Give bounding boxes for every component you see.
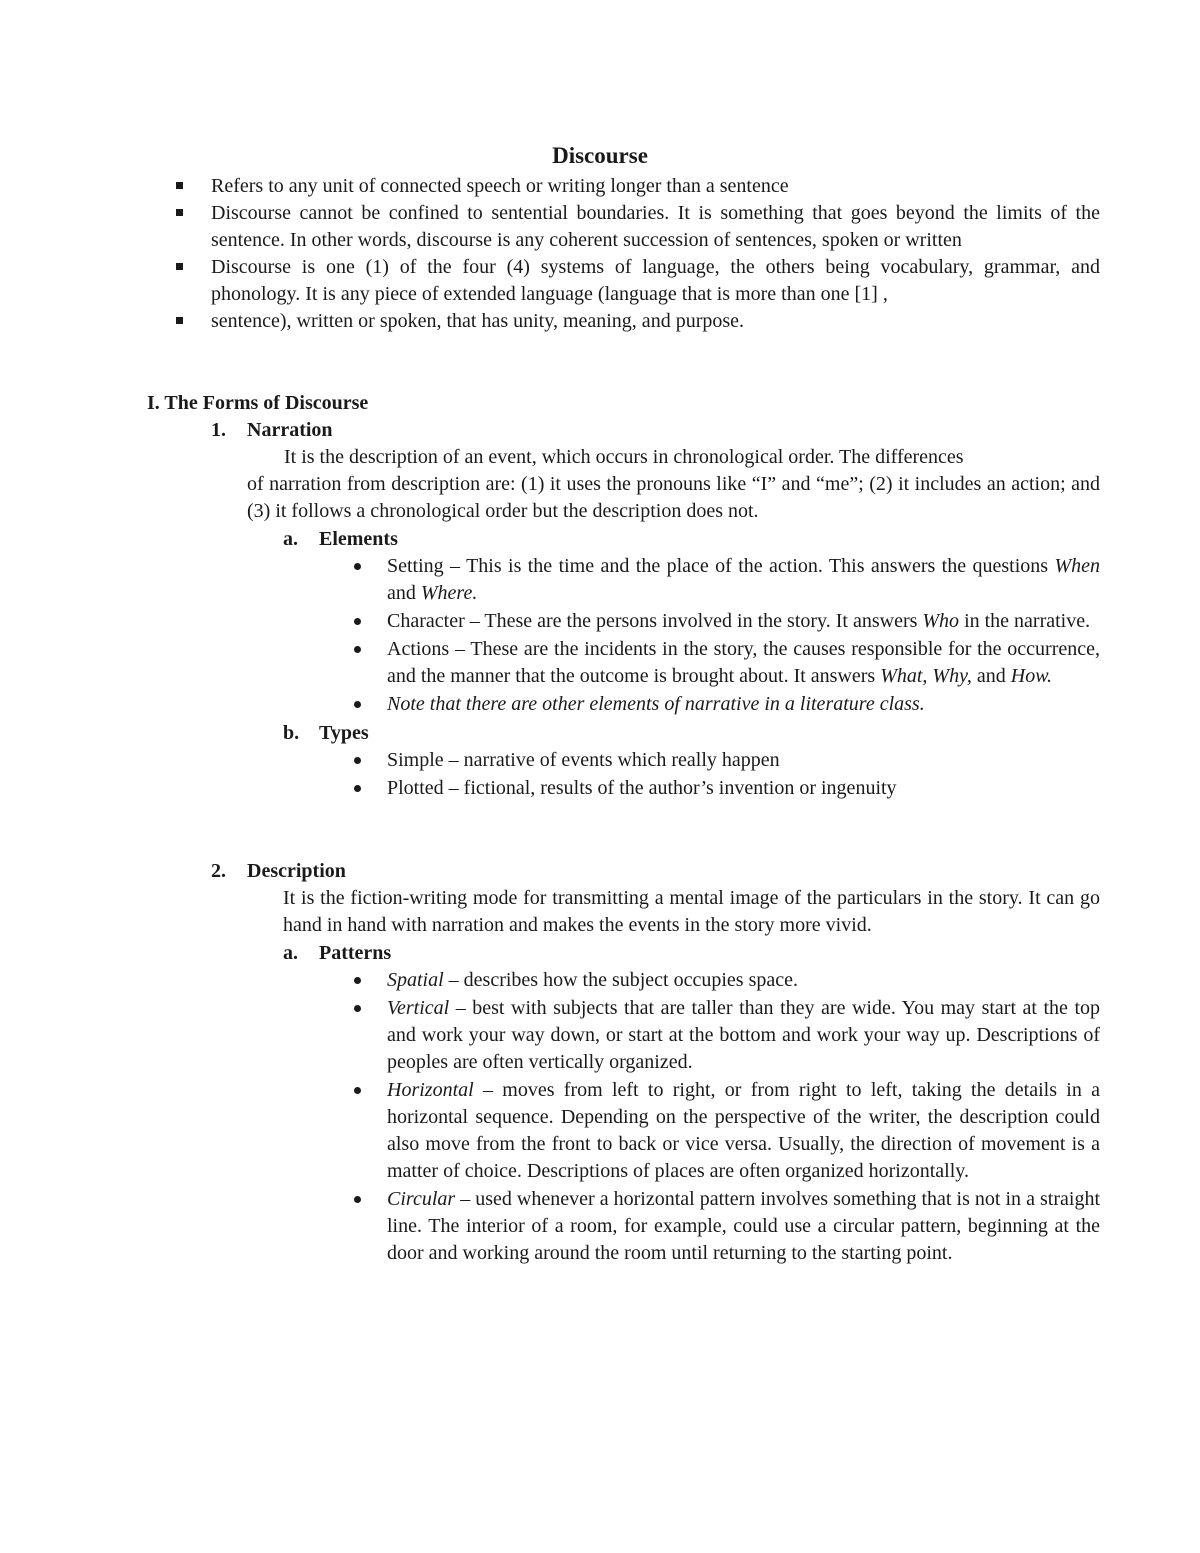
- sub-title: Patterns: [319, 942, 392, 964]
- intro-point: Refers to any unit of connected speech or writing longer than a sentence: [176, 173, 1100, 200]
- narration-heading: [211, 417, 1100, 444]
- sub-title: Types: [319, 722, 369, 744]
- intro-point: Discourse cannot be confined to sentential boundaries. It is something that goes beyond the limits of the sentence. In other words, discourse is any coherent succession of sentences, spoken or written: [176, 200, 1100, 254]
- elements-list: [352, 553, 1100, 718]
- item-title: Description: [247, 860, 346, 882]
- round-bullet-icon: [354, 563, 361, 570]
- intro-point: Discourse is one (1) of the four (4) systems of language, the others being vocabulary, grammar, and phonology. It is any piece of extended language (language that is more than one [1] ,: [176, 254, 1100, 308]
- square-bullet-icon: [176, 209, 183, 216]
- item-number: 1.: [211, 419, 226, 441]
- page-title: Discourse: [552, 143, 648, 168]
- types-heading: [283, 719, 1100, 747]
- round-bullet-icon: [354, 1196, 361, 1203]
- sub-letter: a.: [283, 942, 298, 964]
- round-bullet-icon: [354, 977, 361, 984]
- intro-bullet-list: [176, 173, 1100, 335]
- square-bullet-icon: [176, 182, 183, 189]
- item-title: Narration: [247, 419, 333, 441]
- list-item: Plotted – fictional, results of the author’s invention or ingenuity: [352, 775, 1100, 802]
- item-number: 2.: [211, 860, 226, 882]
- list-item: Simple – narrative of events which really happen: [352, 747, 1100, 774]
- elements-heading: [283, 525, 1100, 553]
- patterns-list: [352, 967, 1100, 1267]
- round-bullet-icon: [354, 785, 361, 792]
- list-item-spatial: Spatial – describes how the subject occupies space.: [352, 967, 1100, 994]
- description-section: [211, 858, 1100, 1268]
- narration-section: [211, 417, 1100, 803]
- narration-paragraph: of narration from description are: (1) it uses the pronouns like “I” and “me”; (2) it includes an action; and (3) it follows a chronological order but the description does not.: [247, 473, 1100, 522]
- description-heading: [211, 858, 1100, 885]
- round-bullet-icon: [354, 1005, 361, 1012]
- round-bullet-icon: [354, 646, 361, 653]
- list-item-vertical: Vertical – best with subjects that are taller than they are wide. You may start at the top and work your way down, or start at the bottom and work your way up. Descriptions of peoples are often vertically organized.: [352, 995, 1100, 1076]
- list-item-setting: Setting – This is the time and the place of the action. This answers the questions When and Where.: [352, 553, 1100, 607]
- round-bullet-icon: [354, 618, 361, 625]
- section-heading: I. The Forms of Discourse: [147, 392, 369, 414]
- square-bullet-icon: [176, 317, 183, 324]
- elements-subsection: [283, 525, 1100, 802]
- sub-letter: b.: [283, 722, 300, 744]
- sub-letter: a.: [283, 528, 298, 550]
- description-paragraph: It is the fiction-writing mode for transmitting a mental image of the particulars in the story. It can go hand in hand with narration and makes the events in the story more vivid.: [283, 887, 1100, 936]
- sub-title: Elements: [319, 528, 398, 550]
- list-item-note: Note that there are other elements of narrative in a literature class.: [352, 691, 1100, 718]
- narration-paragraph-line1: It is the description of an event, which occurs in chronological order. The differences: [284, 446, 964, 468]
- patterns-heading: [283, 939, 1100, 967]
- list-item-actions: Actions – These are the incidents in the story, the causes responsible for the occurrence, and the manner that the outcome is brought about. It answers What, Why, and How.: [352, 636, 1100, 690]
- patterns-subsection: [283, 939, 1100, 1267]
- round-bullet-icon: [354, 701, 361, 708]
- list-item-horizontal: Horizontal – moves from left to right, or from right to left, taking the details in a horizontal sequence. Depending on the perspective of the writer, the description could also move from the front to back or vice versa. Usually, the direction of movement is a matter of choice. Descriptions of places are often organized horizontally.: [352, 1077, 1100, 1185]
- types-list: [352, 747, 1100, 802]
- list-item-circular: Circular – used whenever a horizontal pattern involves something that is not in a straight line. The interior of a room, for example, could use a circular pattern, beginning at the door and working around the room until returning to the starting point.: [352, 1186, 1100, 1267]
- round-bullet-icon: [354, 757, 361, 764]
- list-item-character: Character – These are the persons involved in the story. It answers Who in the narrative.: [352, 608, 1100, 635]
- square-bullet-icon: [176, 263, 183, 270]
- intro-point: sentence), written or spoken, that has unity, meaning, and purpose.: [176, 308, 1100, 335]
- round-bullet-icon: [354, 1087, 361, 1094]
